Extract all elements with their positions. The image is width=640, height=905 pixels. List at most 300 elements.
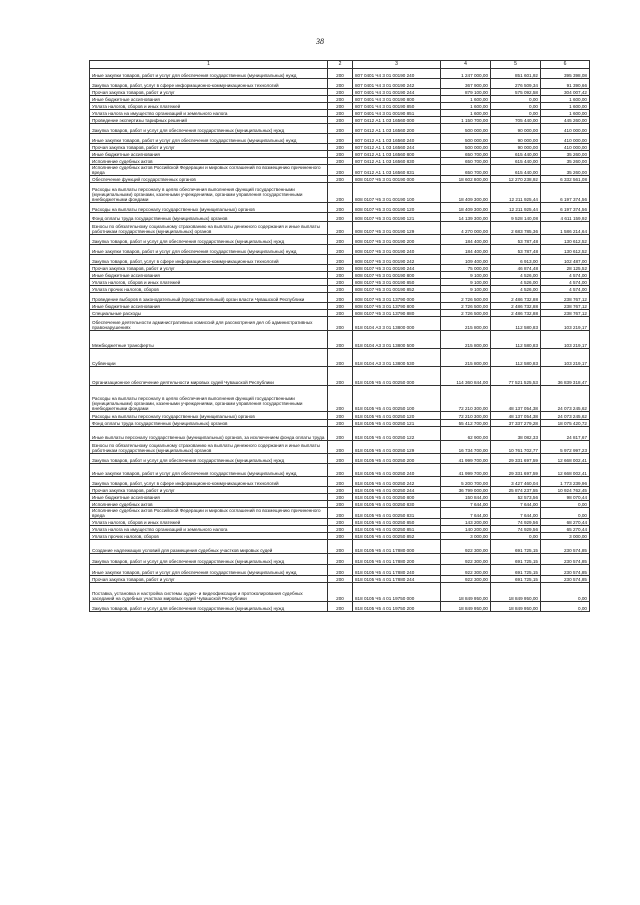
page-number: 38 <box>316 37 324 46</box>
row-approved-cell: 184 400,00 <box>441 245 491 255</box>
row-budget-code-cell: 808 0107 Ч5 3 01 00190 120 <box>353 203 441 213</box>
row-budget-code-cell: 807 0412 А1 1 03 16560 200 <box>353 124 441 134</box>
row-line-code-cell: 200 <box>328 554 353 565</box>
row-unexecuted-cell: 91 390,66 <box>541 79 590 89</box>
row-name-cell: Взносы по обязательному социальному страхованию на выплаты денежного содержания и иные выплаты работникам государственных (муниципальных) органов <box>90 441 328 454</box>
row-budget-code-cell: 808 0107 Ч5 3 01 00190 852 <box>353 286 441 293</box>
row-name-cell: Исполнение судебных актов <box>90 501 328 508</box>
row-unexecuted-cell: 6 197 374,56 <box>541 183 590 203</box>
row-name-cell: Закупка товаров, работ и услуг для обеспечения государственных (муниципальных) нужд <box>90 554 328 565</box>
row-unexecuted-cell: 238 767,12 <box>541 293 590 303</box>
row-approved-cell: 922 300,00 <box>441 540 491 554</box>
row-executed-cell: 691 725,15 <box>491 565 541 576</box>
row-executed-cell: 691 725,15 <box>491 540 541 554</box>
row-name-cell: Исполнение судебных актов Российской Федерации и мировых соглашений по возмещению причиненного вреда <box>90 165 328 176</box>
row-executed-cell: 90 000,00 <box>491 124 541 134</box>
table-row <box>90 103 590 110</box>
row-budget-code-cell: 818 0105 Ч5 4 01 00250 129 <box>353 441 441 454</box>
row-budget-code-cell: 808 0107 Ч5 3 01 00190 850 <box>353 279 441 286</box>
row-executed-cell: 29 331 697,59 <box>491 464 541 477</box>
row-line-code-cell: 200 <box>328 508 353 519</box>
row-budget-code-cell: 818 0105 Ч5 4 01 17880 240 <box>353 565 441 576</box>
row-unexecuted-cell: 24 073 245,62 <box>541 386 590 412</box>
row-line-code-cell: 200 <box>328 176 353 183</box>
row-unexecuted-cell: 6 197 374,56 <box>541 203 590 213</box>
row-budget-code-cell: 808 0107 Ч5 3 01 00190 129 <box>353 222 441 235</box>
row-line-code-cell: 200 <box>328 477 353 487</box>
table-row <box>90 602 590 612</box>
row-executed-cell: 90 000,00 <box>491 144 541 151</box>
row-approved-cell: 500 000,00 <box>441 144 491 151</box>
row-unexecuted-cell: 28 125,52 <box>541 265 590 272</box>
row-approved-cell: 16 734 700,00 <box>441 441 491 454</box>
row-executed-cell: 0,00 <box>491 103 541 110</box>
table-row <box>90 110 590 117</box>
row-executed-cell: 615 440,00 <box>491 158 541 165</box>
table-row <box>90 554 590 565</box>
row-approved-cell: 1 600,00 <box>441 103 491 110</box>
row-name-cell: Иные бюджетные ассигнования <box>90 494 328 501</box>
row-approved-cell: 9 100,00 <box>441 286 491 293</box>
row-approved-cell: 62 900,00 <box>441 427 491 441</box>
row-unexecuted-cell: 304 007,42 <box>541 89 590 96</box>
row-approved-cell: 215 800,00 <box>441 317 491 331</box>
row-budget-code-cell: 808 0107 Ч5 3 01 13790 000 <box>353 293 441 303</box>
row-executed-cell: 691 725,15 <box>491 554 541 565</box>
table-row <box>90 501 590 508</box>
row-line-code-cell: 200 <box>328 144 353 151</box>
row-unexecuted-cell: 0,00 <box>541 508 590 519</box>
row-executed-cell: 4 526,00 <box>491 272 541 279</box>
row-line-code-cell: 200 <box>328 464 353 477</box>
row-approved-cell: 5 200 700,00 <box>441 477 491 487</box>
row-line-code-cell: 200 <box>328 265 353 272</box>
row-unexecuted-cell: 1 600,00 <box>541 103 590 110</box>
row-name-cell: Прочая закупка товаров, работ и услуг <box>90 576 328 583</box>
table-row <box>90 222 590 235</box>
row-name-cell: Обеспечение деятельности административных комиссий для рассмотрения дел об административных правонарушениях <box>90 317 328 331</box>
row-line-code-cell: 200 <box>328 235 353 245</box>
row-unexecuted-cell: 1 600,00 <box>541 110 590 117</box>
row-executed-cell: 112 580,83 <box>491 317 541 331</box>
row-executed-cell: 53 787,48 <box>491 245 541 255</box>
row-name-cell: Прочая закупка товаров, работ и услуг <box>90 265 328 272</box>
row-unexecuted-cell: 102 487,00 <box>541 255 590 265</box>
row-unexecuted-cell: 230 574,85 <box>541 554 590 565</box>
row-budget-code-cell: 807 0401 Ч4 3 01 00190 240 <box>353 69 441 79</box>
row-executed-cell: 112 580,83 <box>491 349 541 367</box>
row-name-cell: Прочая закупка товаров, работ и услуг <box>90 144 328 151</box>
table-row <box>90 89 590 96</box>
row-budget-code-cell: 808 0107 Ч5 3 01 00190 100 <box>353 183 441 203</box>
table-row <box>90 165 590 176</box>
row-name-cell: Иные бюджетные ассигнования <box>90 96 328 103</box>
table-row <box>90 213 590 222</box>
row-line-code-cell: 200 <box>328 349 353 367</box>
row-approved-cell: 922 300,00 <box>441 576 491 583</box>
row-budget-code-cell: 808 0107 Ч5 3 01 00190 240 <box>353 245 441 255</box>
table-row <box>90 526 590 533</box>
row-name-cell: Уплата налога на имущество организаций и земельного налога <box>90 110 328 117</box>
row-executed-cell: 0,00 <box>491 533 541 540</box>
row-line-code-cell: 200 <box>328 79 353 89</box>
row-executed-cell: 615 440,00 <box>491 165 541 176</box>
row-unexecuted-cell: 1 586 214,64 <box>541 222 590 235</box>
row-line-code-cell: 200 <box>328 245 353 255</box>
row-name-cell: Уплата налогов, сборов и иных платежей <box>90 103 328 110</box>
row-line-code-cell: 200 <box>328 317 353 331</box>
row-budget-code-cell: 818 0105 Ч5 4 01 17880 200 <box>353 554 441 565</box>
row-line-code-cell: 200 <box>328 487 353 494</box>
row-unexecuted-cell: 1 600,00 <box>541 96 590 103</box>
table-row <box>90 427 590 441</box>
row-line-code-cell: 200 <box>328 110 353 117</box>
row-unexecuted-cell: 0,00 <box>541 501 590 508</box>
row-line-code-cell: 200 <box>328 540 353 554</box>
row-name-cell: Уплата налога на имущество организаций и земельного налога <box>90 526 328 533</box>
row-name-cell: Исполнение судебных актов Российской Федерации и мировых соглашений по возмещению причиненного вреда <box>90 508 328 519</box>
row-executed-cell: 18 849 950,00 <box>491 583 541 602</box>
row-executed-cell: 691 725,15 <box>491 576 541 583</box>
row-line-code-cell: 200 <box>328 303 353 310</box>
row-name-cell: Иные бюджетные ассигнования <box>90 303 328 310</box>
row-executed-cell: 851 601,92 <box>491 69 541 79</box>
table-row <box>90 519 590 526</box>
row-approved-cell: 922 300,00 <box>441 565 491 576</box>
row-unexecuted-cell: 3 000,00 <box>541 533 590 540</box>
row-budget-code-cell: 807 0401 Ч4 3 01 00190 244 <box>353 89 441 96</box>
table-row <box>90 454 590 464</box>
row-unexecuted-cell: 130 612,52 <box>541 235 590 245</box>
row-executed-cell: 2 683 785,36 <box>491 222 541 235</box>
row-executed-cell: 575 092,58 <box>491 89 541 96</box>
row-line-code-cell: 200 <box>328 293 353 303</box>
table-row <box>90 124 590 134</box>
table-row <box>90 367 590 386</box>
row-unexecuted-cell: 24 073 245,62 <box>541 412 590 420</box>
row-name-cell: Расходы на выплаты персоналу в целях обеспечения выполнения функций государственными (муниципальными) органами, казенными учреждениями, органами управления государственными внебюджетными фондами <box>90 386 328 412</box>
table-row <box>90 508 590 519</box>
row-name-cell: Поставка, установка и настройка системы аудио- и видеофиксации и протоколирования судебных заседаний на судебных участках мировых судей Чувашской Республики <box>90 583 328 602</box>
table-row <box>90 265 590 272</box>
table-body <box>90 69 590 612</box>
row-name-cell: Расходы на выплаты персоналу в целях обеспечения выполнения функций государственными (муниципальными) органами, казенными учреждениями, органами управления государственными внебюджетными фондами <box>90 183 328 203</box>
column-header: 6 <box>541 61 590 69</box>
table-row <box>90 487 590 494</box>
table-row <box>90 441 590 454</box>
row-line-code-cell: 200 <box>328 583 353 602</box>
row-unexecuted-cell: 238 767,12 <box>541 310 590 317</box>
row-name-cell: Иные закупки товаров, работ и услуг для обеспечения государственных (муниципальных) нужд <box>90 69 328 79</box>
row-executed-cell: 46 874,48 <box>491 265 541 272</box>
row-name-cell: Уплата прочих налогов, сборов <box>90 533 328 540</box>
row-budget-code-cell: 808 0107 Ч5 3 01 00190 200 <box>353 235 441 245</box>
row-executed-cell: 2 486 732,88 <box>491 293 541 303</box>
table-row <box>90 286 590 293</box>
row-budget-code-cell: 808 0107 Ч5 3 01 00190 800 <box>353 272 441 279</box>
row-line-code-cell: 200 <box>328 103 353 110</box>
table-row <box>90 272 590 279</box>
row-approved-cell: 1 600,00 <box>441 110 491 117</box>
row-approved-cell: 500 000,00 <box>441 124 491 134</box>
table-row <box>90 79 590 89</box>
column-header: 5 <box>491 61 541 69</box>
row-name-cell: Иные выплаты персоналу государственных (муниципальных) органов, за исключением фонда оплаты труда <box>90 427 328 441</box>
row-name-cell: Обеспечение функций государственных органов <box>90 176 328 183</box>
row-name-cell: Уплата налогов, сборов и иных платежей <box>90 279 328 286</box>
row-unexecuted-cell: 445 260,00 <box>541 117 590 124</box>
row-line-code-cell: 200 <box>328 272 353 279</box>
row-name-cell: Уплата налогов, сборов и иных платежей <box>90 519 328 526</box>
row-executed-cell: 9 528 140,08 <box>491 213 541 222</box>
column-header: 2 <box>328 61 353 69</box>
row-approved-cell: 18 602 800,00 <box>441 176 491 183</box>
row-unexecuted-cell: 1 773 239,96 <box>541 477 590 487</box>
row-executed-cell: 6 913,00 <box>491 255 541 265</box>
row-executed-cell: 705 440,00 <box>491 117 541 124</box>
row-approved-cell: 879 100,00 <box>441 89 491 96</box>
row-budget-code-cell: 808 0107 Ч5 3 01 00190 242 <box>353 255 441 265</box>
row-unexecuted-cell: 103 219,17 <box>541 317 590 331</box>
table-row <box>90 310 590 317</box>
table-row <box>90 576 590 583</box>
row-approved-cell: 18 409 300,00 <box>441 183 491 203</box>
row-name-cell: Закупка товаров, работ и услуг для обеспечения государственных (муниципальных) нужд <box>90 602 328 612</box>
table-row <box>90 293 590 303</box>
table-row <box>90 235 590 245</box>
row-budget-code-cell: 807 0401 Ч4 3 01 00190 851 <box>353 110 441 117</box>
row-approved-cell: 72 210 300,00 <box>441 412 491 420</box>
row-approved-cell: 7 644,00 <box>441 508 491 519</box>
row-name-cell: Фонд оплаты труда государственных (муниципальных) органов <box>90 213 328 222</box>
row-unexecuted-cell: 12 668 002,41 <box>541 464 590 477</box>
row-name-cell: Прочая закупка товаров, работ и услуг <box>90 89 328 96</box>
row-executed-cell: 4 526,00 <box>491 279 541 286</box>
table-row <box>90 349 590 367</box>
row-approved-cell: 500 000,00 <box>441 134 491 144</box>
row-line-code-cell: 200 <box>328 134 353 144</box>
row-executed-cell: 12 211 925,44 <box>491 203 541 213</box>
row-line-code-cell: 200 <box>328 526 353 533</box>
row-name-cell: Закупка товаров, работ и услуг для обеспечения государственных (муниципальных) нужд <box>90 124 328 134</box>
row-budget-code-cell: 807 0401 Ч4 3 01 00190 800 <box>353 96 441 103</box>
row-budget-code-cell: 808 0107 Ч5 3 01 13790 800 <box>353 303 441 310</box>
row-budget-code-cell: 818 0105 Ч5 4 01 00250 242 <box>353 477 441 487</box>
row-line-code-cell: 200 <box>328 427 353 441</box>
row-unexecuted-cell: 0,00 <box>541 583 590 602</box>
row-executed-cell: 7 644,00 <box>491 508 541 519</box>
table-row <box>90 420 590 427</box>
row-unexecuted-cell: 35 260,00 <box>541 158 590 165</box>
row-approved-cell: 1 150 700,00 <box>441 117 491 124</box>
row-approved-cell: 2 726 500,00 <box>441 293 491 303</box>
row-unexecuted-cell: 395 398,08 <box>541 69 590 79</box>
table-row <box>90 151 590 158</box>
row-line-code-cell: 200 <box>328 286 353 293</box>
row-approved-cell: 109 400,00 <box>441 255 491 265</box>
table-row <box>90 176 590 183</box>
row-unexecuted-cell: 18 075 420,72 <box>541 420 590 427</box>
row-approved-cell: 4 270 000,00 <box>441 222 491 235</box>
budget-execution-table <box>89 60 590 612</box>
row-executed-cell: 12 270 238,92 <box>491 176 541 183</box>
row-name-cell: Прочая закупка товаров, работ и услуг <box>90 487 328 494</box>
row-name-cell: Проведение выборов в законодательный (представительный) орган власти Чувашской Республики <box>90 293 328 303</box>
table-row <box>90 477 590 487</box>
row-executed-cell: 90 000,00 <box>491 134 541 144</box>
column-header: 4 <box>441 61 491 69</box>
row-name-cell: Межбюджетные трансферты <box>90 331 328 349</box>
row-budget-code-cell: 807 0401 Ч4 3 01 00190 242 <box>353 79 441 89</box>
table-row <box>90 96 590 103</box>
row-name-cell: Субвенции <box>90 349 328 367</box>
row-budget-code-cell: 818 0105 Ч5 4 01 00250 850 <box>353 519 441 526</box>
row-approved-cell: 367 900,00 <box>441 79 491 89</box>
row-line-code-cell: 200 <box>328 255 353 265</box>
row-budget-code-cell: 818 0105 Ч5 4 01 17880 000 <box>353 540 441 554</box>
row-approved-cell: 7 644,00 <box>441 501 491 508</box>
row-approved-cell: 72 210 300,00 <box>441 386 491 412</box>
row-line-code-cell: 200 <box>328 89 353 96</box>
row-approved-cell: 18 849 950,00 <box>441 583 491 602</box>
row-unexecuted-cell: 36 839 318,47 <box>541 367 590 386</box>
row-line-code-cell: 200 <box>328 183 353 203</box>
row-name-cell: Иные закупки товаров, работ и услуг для обеспечения государственных (муниципальных) нужд <box>90 134 328 144</box>
table-row <box>90 245 590 255</box>
row-name-cell: Специальные расходы <box>90 310 328 317</box>
row-budget-code-cell: 818 0104 А3 3 01 13800 530 <box>353 349 441 367</box>
column-header: 3 <box>353 61 441 69</box>
row-executed-cell: 52 573,56 <box>491 494 541 501</box>
row-line-code-cell: 200 <box>328 576 353 583</box>
column-header: 1 <box>90 61 328 69</box>
row-budget-code-cell: 818 0105 Ч5 4 01 17880 244 <box>353 576 441 583</box>
row-approved-cell: 36 799 000,00 <box>441 487 491 494</box>
row-line-code-cell: 200 <box>328 213 353 222</box>
row-approved-cell: 9 100,00 <box>441 279 491 286</box>
row-line-code-cell: 200 <box>328 501 353 508</box>
row-approved-cell: 2 726 500,00 <box>441 310 491 317</box>
row-unexecuted-cell: 24 817,67 <box>541 427 590 441</box>
row-line-code-cell: 200 <box>328 69 353 79</box>
row-budget-code-cell: 808 0107 Ч5 3 01 00190 000 <box>353 176 441 183</box>
row-approved-cell: 75 000,00 <box>441 265 491 272</box>
row-line-code-cell: 200 <box>328 602 353 612</box>
row-executed-cell: 37 337 279,28 <box>491 420 541 427</box>
row-budget-code-cell: 818 0105 Ч5 4 01 00250 852 <box>353 533 441 540</box>
row-unexecuted-cell: 130 612,52 <box>541 245 590 255</box>
row-unexecuted-cell: 238 767,12 <box>541 303 590 310</box>
row-unexecuted-cell: 68 270,44 <box>541 519 590 526</box>
row-line-code-cell: 200 <box>328 420 353 427</box>
table-row <box>90 540 590 554</box>
row-budget-code-cell: 818 0104 А3 3 01 13800 000 <box>353 317 441 331</box>
row-name-cell: Создание надлежащих условий для размещения судебных участков мировых судей <box>90 540 328 554</box>
row-executed-cell: 12 211 925,44 <box>491 183 541 203</box>
row-budget-code-cell: 807 0412 А1 1 03 16560 244 <box>353 144 441 151</box>
row-line-code-cell: 200 <box>328 158 353 165</box>
row-budget-code-cell: 818 0105 Ч5 4 01 00250 121 <box>353 420 441 427</box>
table-row <box>90 134 590 144</box>
row-budget-code-cell: 818 0105 Ч5 4 01 00250 831 <box>353 508 441 519</box>
row-approved-cell: 140 200,00 <box>441 526 491 533</box>
table-row <box>90 331 590 349</box>
row-unexecuted-cell: 12 668 002,41 <box>541 454 590 464</box>
row-name-cell: Расходы на выплаты персоналу государственных (муниципальных) органов <box>90 412 328 420</box>
row-approved-cell: 215 800,00 <box>441 349 491 367</box>
row-line-code-cell: 200 <box>328 412 353 420</box>
row-executed-cell: 38 082,33 <box>491 427 541 441</box>
row-unexecuted-cell: 103 219,17 <box>541 349 590 367</box>
row-executed-cell: 2 486 732,88 <box>491 303 541 310</box>
row-unexecuted-cell: 5 972 997,23 <box>541 441 590 454</box>
row-approved-cell: 55 412 700,00 <box>441 420 491 427</box>
row-line-code-cell: 200 <box>328 494 353 501</box>
table-row <box>90 144 590 151</box>
row-budget-code-cell: 808 0107 Ч5 3 01 00190 121 <box>353 213 441 222</box>
row-line-code-cell: 200 <box>328 96 353 103</box>
row-approved-cell: 143 200,00 <box>441 519 491 526</box>
row-unexecuted-cell: 103 219,17 <box>541 331 590 349</box>
row-name-cell: Иные закупки товаров, работ и услуг для обеспечения государственных (муниципальных) нужд <box>90 245 328 255</box>
row-approved-cell: 215 800,00 <box>441 331 491 349</box>
row-executed-cell: 112 580,83 <box>491 331 541 349</box>
row-executed-cell: 77 521 525,53 <box>491 367 541 386</box>
row-line-code-cell: 200 <box>328 310 353 317</box>
row-unexecuted-cell: 10 924 762,45 <box>541 487 590 494</box>
row-approved-cell: 650 700,00 <box>441 151 491 158</box>
row-approved-cell: 14 139 300,00 <box>441 213 491 222</box>
row-budget-code-cell: 807 0412 А1 1 03 16560 800 <box>353 151 441 158</box>
row-approved-cell: 41 999 700,00 <box>441 464 491 477</box>
row-budget-code-cell: 818 0105 Ч5 4 01 00250 240 <box>353 464 441 477</box>
row-line-code-cell: 200 <box>328 151 353 158</box>
row-budget-code-cell: 818 0105 Ч5 4 01 00250 100 <box>353 386 441 412</box>
row-name-cell: Организационное обеспечение деятельности мировых судей Чувашской Республики <box>90 367 328 386</box>
row-line-code-cell: 200 <box>328 124 353 134</box>
row-approved-cell: 922 300,00 <box>441 554 491 565</box>
row-budget-code-cell: 818 0105 Ч5 4 01 19750 000 <box>353 583 441 602</box>
row-unexecuted-cell: 35 260,00 <box>541 151 590 158</box>
table-row <box>90 303 590 310</box>
row-unexecuted-cell: 65 270,44 <box>541 526 590 533</box>
table-row <box>90 412 590 420</box>
table-row <box>90 279 590 286</box>
row-approved-cell: 18 849 950,00 <box>441 602 491 612</box>
row-executed-cell: 18 849 950,00 <box>491 602 541 612</box>
row-line-code-cell: 200 <box>328 367 353 386</box>
row-line-code-cell: 200 <box>328 222 353 235</box>
row-executed-cell: 4 526,00 <box>491 286 541 293</box>
row-budget-code-cell: 808 0107 Ч5 3 01 13790 880 <box>353 310 441 317</box>
row-name-cell: Закупка товаров, работ, услуг в сфере информационно-коммуникационных технологий <box>90 255 328 265</box>
row-unexecuted-cell: 0,00 <box>541 602 590 612</box>
row-budget-code-cell: 818 0105 Ч5 4 01 00250 851 <box>353 526 441 533</box>
row-executed-cell: 25 874 237,55 <box>491 487 541 494</box>
row-executed-cell: 7 644,00 <box>491 501 541 508</box>
table-row <box>90 183 590 203</box>
row-line-code-cell: 200 <box>328 519 353 526</box>
row-line-code-cell: 200 <box>328 565 353 576</box>
row-unexecuted-cell: 230 574,85 <box>541 565 590 576</box>
row-unexecuted-cell: 230 574,85 <box>541 576 590 583</box>
row-name-cell: Расходы на выплаты персоналу государственных (муниципальных) органов <box>90 203 328 213</box>
row-name-cell: Иные закупки товаров, работ и услуг для обеспечения государственных (муниципальных) нужд <box>90 464 328 477</box>
row-name-cell: Иные бюджетные ассигнования <box>90 272 328 279</box>
row-name-cell: Закупка товаров, работ и услуг для обеспечения государственных (муниципальных) нужд <box>90 235 328 245</box>
row-unexecuted-cell: 410 000,00 <box>541 124 590 134</box>
row-unexecuted-cell: 6 332 561,08 <box>541 176 590 183</box>
